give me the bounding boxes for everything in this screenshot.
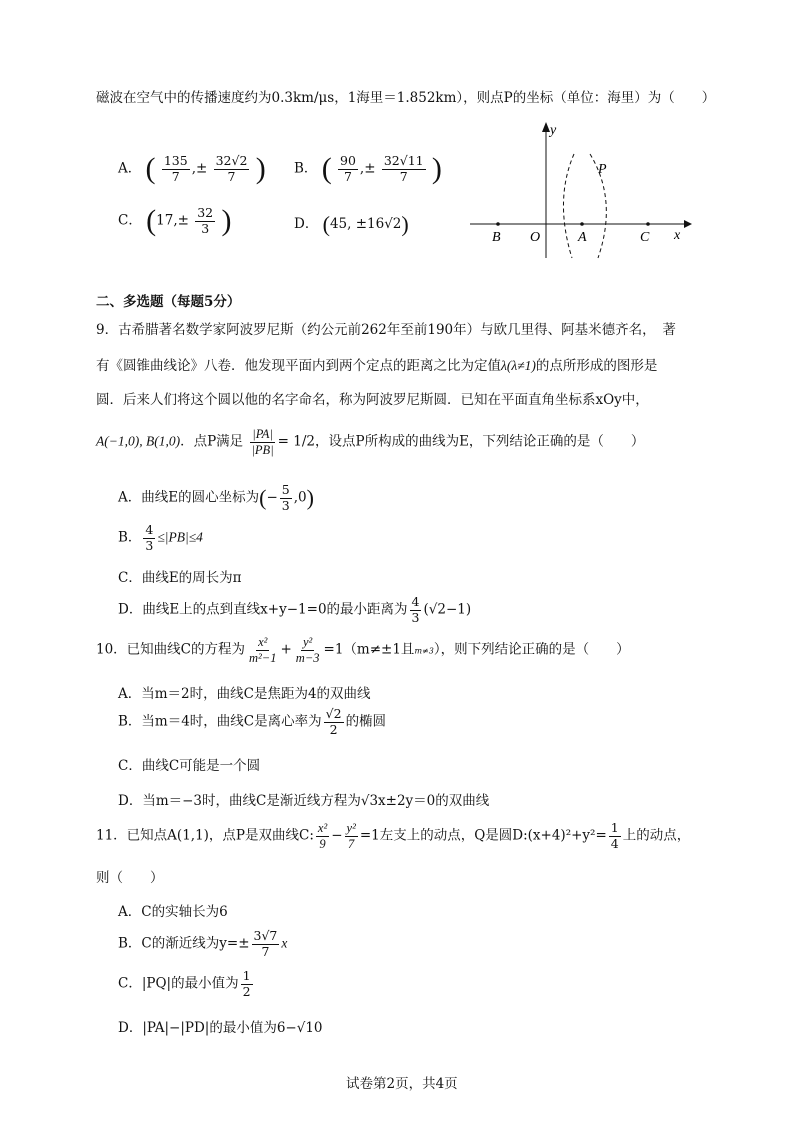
q10-stem-pre: 10．已知曲线C的方程为	[96, 641, 246, 658]
q8-option-d-label: D．	[294, 216, 319, 232]
q8-option-d[interactable]: D． (45, ±16√2)	[294, 211, 409, 237]
q9-lambda: λ(λ≠1)	[501, 358, 536, 373]
point-c-label: C	[640, 230, 650, 245]
q11-option-b-pre: B．C的渐近线为y=±	[118, 935, 250, 952]
q9-line-4b: ．点P满足	[180, 433, 244, 450]
point-p-label: P	[598, 162, 607, 177]
q11-stem: 11．已知点A(1,1)，点P是双曲线C: $\frac{\text{x²}}{9}$ − $\frac{\text{y²}}{7}$ =1左支上的动点，Q是圆D:(x+4)²+y²= $\frac{1}{4}$ 上的动点，	[96, 820, 691, 851]
q9-option-d-post: (√2−1)	[423, 601, 472, 618]
q9-line-3: 圆．后来人们将这个圆以他的名字命名，称为阿波罗尼斯圆．已知在平面直角坐标系xOy中，	[96, 392, 649, 408]
y-axis-label: y	[550, 123, 557, 138]
q8-option-c-label: C．	[118, 212, 142, 229]
q9-option-a-post: ,0	[293, 489, 307, 506]
q11-option-c[interactable]: C．|PQ|的最小值为 $\frac{1}{2}$	[118, 968, 251, 999]
q10-stem-eq: =1	[323, 641, 344, 658]
q10-option-c[interactable]: C．曲线C可能是一个圆	[118, 758, 261, 774]
q9-option-a-pre: A．曲线E的圆心坐标为	[118, 489, 260, 506]
page-footer: 试卷第2页，共4页	[346, 1076, 458, 1092]
q9-option-b[interactable]: B． $\frac{4}{3}$ ≤|PB|≤4	[118, 522, 203, 553]
q9-option-c[interactable]: C．曲线E的周长为π	[118, 570, 242, 586]
q9-option-b-pre: B．	[118, 529, 142, 546]
q10-option-b-pre: B．当m＝4时，曲线C是离心率为	[118, 713, 322, 730]
point-b-dot	[496, 222, 500, 226]
y-axis-arrow-icon	[542, 122, 550, 132]
point-c-dot	[646, 222, 650, 226]
q8-c-y: $\frac{32}{3}$	[197, 205, 214, 236]
q8-a-y: $\frac{32√2}{7}$	[215, 153, 248, 184]
q8-c-x: 17	[156, 212, 174, 229]
point-a-dot	[580, 222, 584, 226]
q10-stem-cond-small: m≠3	[414, 646, 434, 656]
q8-option-a[interactable]: A． ( $\frac{135}{7}$ ,± $\frac{32√2}{7}$ )	[118, 152, 266, 185]
section-title: 二、多选题（每题5分）	[96, 294, 241, 310]
q9-ratio: $\frac{|PA|}{|PB|}$	[251, 427, 274, 457]
q9-points: A(−1,0), B(1,0)	[96, 433, 181, 449]
q10-stem: 10．已知曲线C的方程为 $\frac{\text{x²}}{\text{m²−1}}$ + $\frac{\text{y²}}{m-3}$ =1（m≠±1且m≠3），则下列结论正确的是（ ）	[96, 635, 630, 665]
q11-option-c-pre: C．|PQ|的最小值为	[118, 975, 239, 992]
q10-option-b-post: 的椭圆	[345, 713, 387, 730]
coordinate-figure	[466, 118, 696, 260]
q10-option-d[interactable]: D．当m＝−3时，曲线C是渐近线方程为√3x±2y＝0的双曲线	[118, 793, 490, 809]
q9-line-2	[96, 354, 657, 374]
intro-line: 磁波在空气中的传播速度约为0.3km/μs，1海里＝1.852km），则点P的坐标（单位：海里）为（ ）	[96, 90, 716, 106]
q11-stem-line-2: 则（ ）	[96, 870, 164, 886]
x-axis-arrow-icon	[684, 220, 692, 228]
q8-b-x: $\frac{90}{7}$	[340, 153, 356, 184]
q9-line-1: 9．古希腊著名数学家阿波罗尼斯（约公元前262年至前190年）与欧几里得、阿基米德齐名， 著	[96, 322, 676, 338]
q9-option-a[interactable]: A．曲线E的圆心坐标为(− $\frac{5}{3}$ ,0)	[118, 482, 314, 513]
q8-d-value: 45, ±16√2	[329, 216, 402, 232]
point-b-label: B	[492, 230, 501, 245]
q10-stem-cond: （m≠±1且	[343, 641, 415, 658]
q9-option-d[interactable]: D．曲线E上的点到直线x+y−1=0的最小距离为 $\frac{4}{3}$ (√2−1)	[118, 594, 472, 625]
q8-option-b[interactable]: B． ( $\frac{90}{7}$ ,± $\frac{32√11}{7}$ )	[294, 152, 442, 185]
q10-stem-post: ），则下列结论正确的是（ ）	[433, 641, 630, 658]
q9-option-b-post: ≤|PB|≤4	[157, 529, 203, 545]
q9-line-2a: 有《圆锥曲线论》八卷．他发现平面内到两个定点的距离之比为定值	[96, 358, 501, 374]
q8-option-b-label: B．	[294, 160, 318, 177]
q8-option-a-label: A．	[118, 160, 142, 177]
point-a-label: A	[578, 230, 587, 245]
q11-option-b-post: x	[281, 935, 288, 951]
q9-line-2c: 的点所形成的图形是	[535, 358, 658, 374]
origin-label: O	[530, 230, 541, 245]
x-axis-label: x	[674, 228, 681, 243]
q10-option-b[interactable]: B．当m＝4时，曲线C是离心率为 $\frac{√2}{2}$ 的椭圆	[118, 706, 387, 737]
q11-stem-pre: 11．已知点A(1,1)，点P是双曲线C:	[96, 827, 314, 844]
left-dashed-curve	[563, 154, 574, 258]
q11-stem-post: 上的动点，	[622, 827, 691, 844]
q9-option-d-pre: D．曲线E上的点到直线x+y−1=0的最小距离为	[118, 601, 408, 618]
q9-line-4	[96, 428, 644, 456]
q9-line-4e: ，设点P所构成的曲线为E，下列结论正确的是（ ）	[314, 433, 645, 450]
q11-option-b[interactable]: B．C的渐近线为y=± $\frac{3√7}{7}$ x	[118, 928, 288, 959]
q8-option-c[interactable]: C． (17,± $\frac{32}{3}$ )	[118, 204, 232, 237]
q10-option-a[interactable]: A．当m＝2时，曲线C是焦距为4的双曲线	[118, 686, 371, 702]
q9-ratio-value: = 1/2	[277, 433, 315, 450]
q11-option-a[interactable]: A．C的实轴长为6	[118, 904, 228, 920]
q8-b-y: $\frac{32√11}{7}$	[383, 153, 424, 184]
q11-option-d[interactable]: D．|PA|−|PD|的最小值为6−√10	[118, 1020, 323, 1036]
q11-stem-mid: =1左支上的动点，Q是圆D:(x+4)²+y²=	[359, 827, 607, 844]
q8-a-x: $\frac{135}{7}$	[163, 153, 188, 184]
